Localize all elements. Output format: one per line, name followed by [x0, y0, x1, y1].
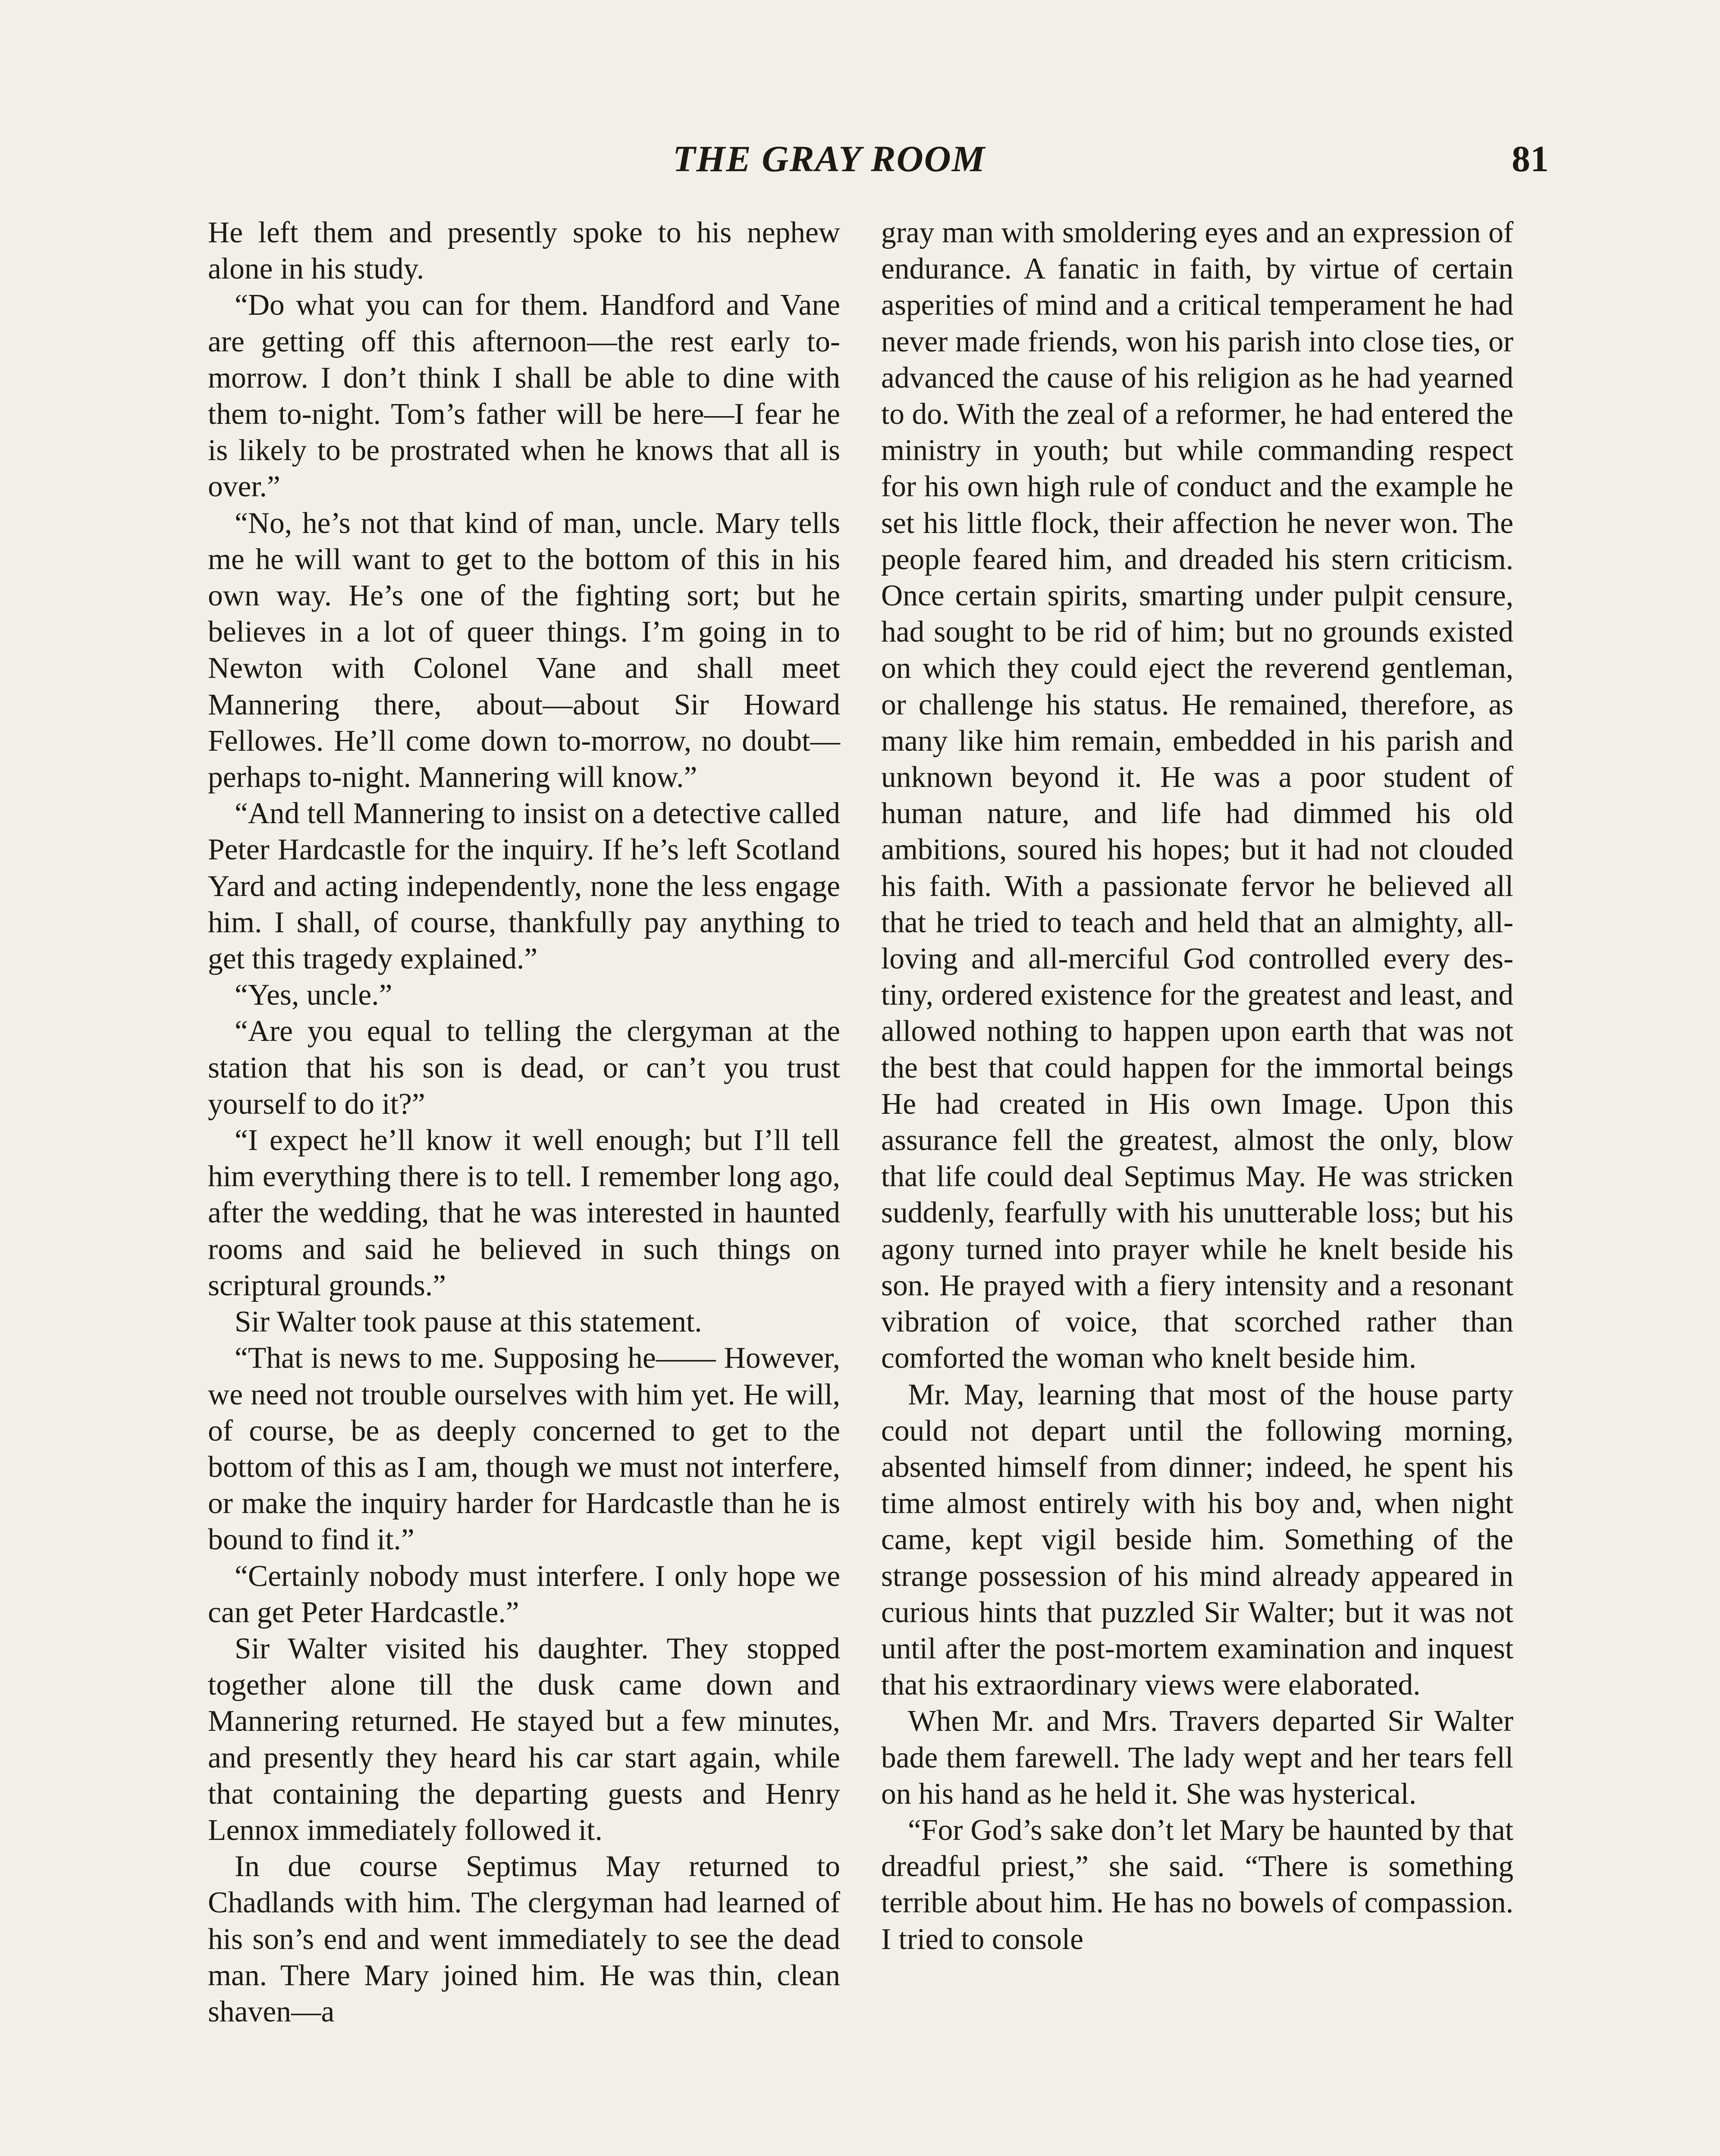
paragraph: “That is news to me. Supposing he—— However, we need not trouble ourselves with him yet. He will, of course, be as deeply concerned to get to the bottom of this as I am, though we must not interfere, or make the inquiry harder for Hardcastle than he is bound to find it.”	[208, 1341, 840, 1557]
paragraph: In due course Septimus May returned to Chadlands with him. The clergyman had learned of his son’s end and went immediately to see the dead man. There Mary joined him. He was thin, clean shaven—a	[208, 1850, 840, 2028]
paragraph: “No, he’s not that kind of man, uncle. Mary tells me he will want to get to the bottom of this in his own way. He’s one of the fighting sort; but he believes in a lot of queer things. I’m going in to Newton with Colonel Vane and shall meet Mannering there, about—about Sir Howard Fellowes. He’ll come down to-morrow, no doubt—perhaps to-night. Mannering will know.”	[208, 506, 840, 794]
paragraph: Sir Walter visited his daughter. They stopped together alone till the dusk came down and Mannering returned. He stayed but a few minutes, and presently they heard his car start again, while that containing the departing guests and Henry Lennox immediately followed it.	[208, 1632, 840, 1847]
paragraph: “Certainly nobody must interfere. I only hope we can get Peter Hardcastle.”	[208, 1559, 840, 1629]
paragraph: “Do what you can for them. Handford and Vane are getting off this afternoon—the rest early to-morrow. I don’t think I shall be able to dine with them to-night. Tom’s father will be here—I fear he is likely to be prostrated when he knows that all is over.”	[208, 288, 840, 504]
right-column	[881, 215, 1513, 1958]
page-number: 81	[1512, 138, 1549, 179]
paragraph: “I expect he’ll know it well enough; but I’ll tell him everything there is to tell. I remember long ago, after the wedding, that he was interested in haunted rooms and said he believed in such things on scriptural grounds.”	[208, 1124, 840, 1302]
paragraph: Sir Walter took pause at this statement.	[235, 1305, 702, 1339]
paragraph: “Are you equal to telling the clergyman at the station that his son is dead, or can’t you trust yourself to do it?”	[208, 1015, 840, 1121]
paragraph: “And tell Mannering to insist on a detective called Peter Hardcastle for the inquiry. If he’s left Scotland Yard and acting independently, none the less engage him. I shall, of course, thankfully pay anything to get this tragedy explained.”	[208, 797, 840, 976]
running-title: THE GRAY ROOM	[673, 138, 986, 179]
paragraph: Mr. May, learning that most of the house party could not depart until the following morning, absented himself from dinner; indeed, he spent his time almost entirely with his boy and, when night came, kept vigil beside him. Something of the strange possession of his mind already appeared in curious hints that puzzled Sir Walter; but it was not until after the post-mortem examination and inquest that his extraordinary views were elaborated.	[881, 1378, 1513, 1702]
paragraph: gray man with smoldering eyes and an expression of endurance. A fanatic in faith, by virtue of certain asperities of mind and a critical temperament he had never made friends, won his parish into close ties, or advanced the cause of his religion as he had yearned to do. With the zeal of a reformer, he had entered the ministry in youth; but while commanding respect for his own high rule of conduct and the example he set his little flock, their affection he never won. The people feared him, and dreaded his stern criticism. Once certain spirits, smarting under pulpit censure, had sought to be rid of him; but no grounds existed on which they could eject the reverend gentleman, or challenge his status. He remained, therefore, as many like him remain, embedded in his parish and unknown beyond it. He was a poor student of human nature, and life had dimmed his old ambitions, soured his hopes; but it had not clouded his faith. With a passionate fervor he believed all that he tried to teach and held that an almighty, all-loving and all-merciful God controlled every destiny, ordered existence for the greatest and least, and allowed nothing to happen upon earth that was not the best that could happen for the immortal beings He had created in His own Image. Upon this assurance fell the greatest, almost the only, blow that life could deal Septimus May. He was stricken suddenly, fearfully with his unutterable loss; but his agony turned into prayer while he knelt beside his son. He prayed with a fiery intensity and a resonant vibration of voice, that scorched rather than comforted the woman who knelt beside him.	[881, 216, 1513, 1375]
paragraph: He left them and presently spoke to his nephew alone in his study.	[208, 216, 840, 286]
paragraph: “Yes, uncle.”	[235, 978, 392, 1012]
paragraph: “For God’s sake don’t let Mary be haunted by that dreadful priest,” she said. “There is something terrible about him. He has no bowels of compassion. I tried to console	[881, 1813, 1513, 1956]
paragraph: When Mr. and Mrs. Travers departed Sir Walter bade them farewell. The lady wept and her tears fell on his hand as he held it. She was hysterical.	[881, 1705, 1513, 1811]
left-column	[208, 215, 840, 2030]
page-header	[0, 137, 1720, 185]
